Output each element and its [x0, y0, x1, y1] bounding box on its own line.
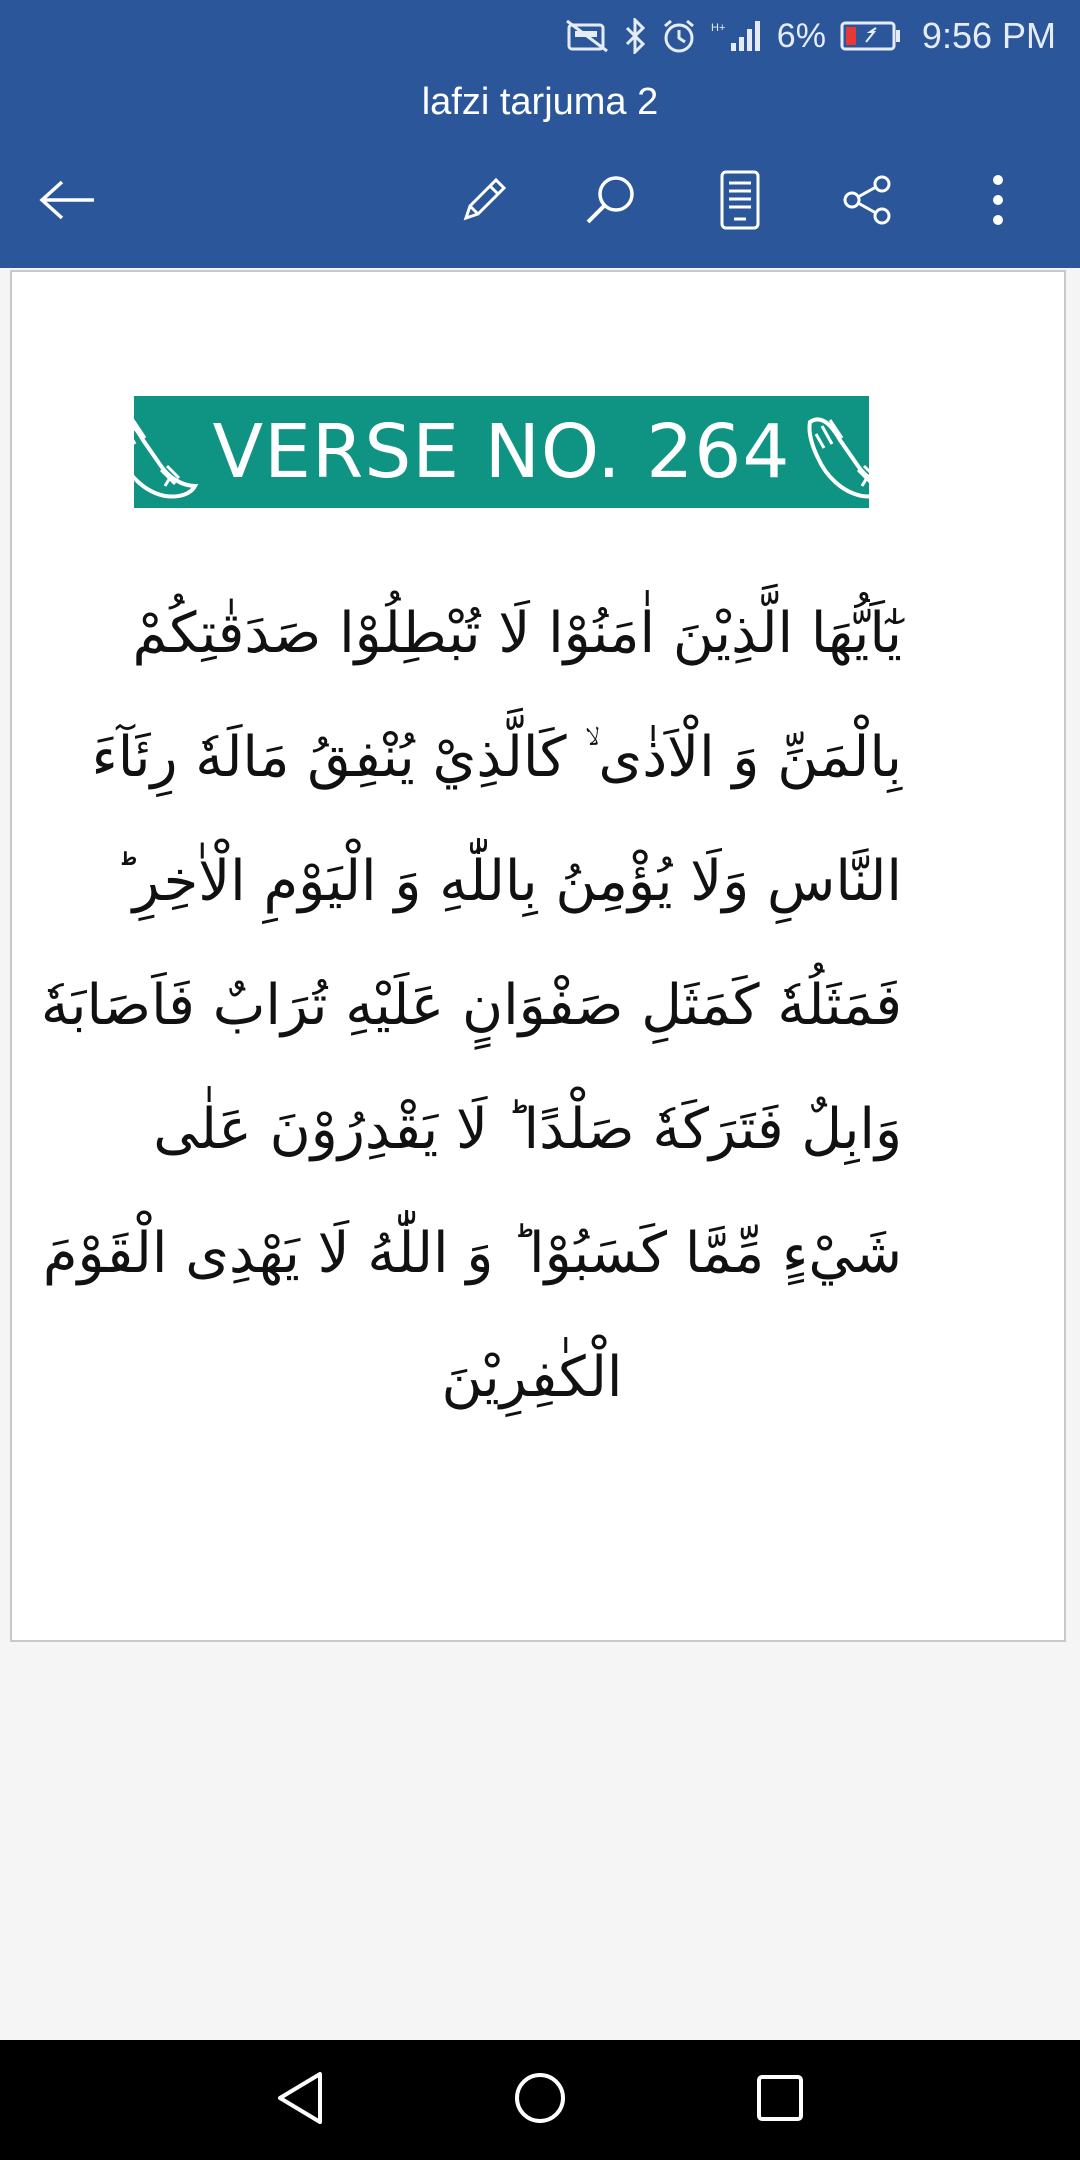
arabic-line: النَّاسِ وَلَا يُؤْمِنُ بِاللّٰهِ وَ الْيَوْمِ الْاٰخِرِ ؕ	[114, 849, 902, 914]
status-time: 9:56 PM	[921, 15, 1056, 56]
arabic-line: الْكٰفِرِيْنَ	[441, 1345, 623, 1410]
reading-mode-icon	[718, 169, 762, 231]
edit-pencil-icon	[456, 172, 512, 228]
verse-banner	[134, 396, 869, 508]
more-options-button[interactable]	[958, 160, 1038, 240]
home-circle-icon	[512, 2070, 568, 2130]
no-sim-icon	[565, 19, 609, 53]
bluetooth-icon	[623, 18, 647, 54]
signal-icon	[711, 19, 763, 53]
verse-number-title: VERSE NO. 264	[212, 409, 791, 495]
share-button[interactable]	[828, 160, 908, 240]
nav-back-button[interactable]	[260, 2060, 340, 2140]
recents-square-icon	[755, 2073, 805, 2127]
back-arrow-icon	[38, 178, 98, 222]
back-button[interactable]	[28, 160, 108, 240]
nav-recents-button[interactable]	[740, 2060, 820, 2140]
alarm-icon	[661, 18, 697, 54]
battery-percent: 6%	[776, 16, 826, 55]
arabic-line: يٰٓاَيُّهَا الَّذِيْنَ اٰمَنُوْا لَا تُبْطِلُوْا صَدَقٰتِكُمْ	[132, 601, 902, 666]
nav-home-button[interactable]	[500, 2060, 580, 2140]
back-triangle-icon	[274, 2070, 326, 2130]
navigation-bar	[0, 2040, 1080, 2160]
app-bar	[0, 0, 1080, 268]
search-button[interactable]	[572, 160, 652, 240]
document-page[interactable]	[10, 270, 1066, 1642]
edit-button[interactable]	[444, 160, 524, 240]
arabic-line: وَابِلٌ فَتَرَكَهٗ صَلْدًا ؕ لَا يَقْدِرُوْنَ عَلٰى	[153, 1097, 902, 1162]
arabic-line: فَمَثَلُهٗ كَمَثَلِ صَفْوَانٍ عَلَيْهِ تُرَابٌ فَاَصَابَهٗ	[40, 973, 902, 1038]
battery-icon	[840, 20, 902, 52]
svg-text:H+: H+	[710, 22, 726, 34]
arabic-line: بِالْمَنِّ وَ الْاَذٰى ۙ كَالَّذِيْ يُنْفِقُ مَالَهٗ رِئَآءَ	[91, 725, 902, 790]
reading-mode-button[interactable]	[700, 160, 780, 240]
search-icon	[582, 170, 642, 230]
status-bar	[565, 0, 1080, 72]
praying-hands-icon	[802, 403, 898, 501]
document-title: lafzi tarjuma 2	[421, 81, 659, 123]
more-vert-icon	[988, 172, 1008, 228]
praying-hands-icon	[105, 403, 201, 501]
arabic-line: شَيْءٍ مِّمَّا كَسَبُوْا ؕ وَ اللّٰهُ لَا يَهْدِى الْقَوْمَ	[42, 1221, 902, 1286]
share-icon	[840, 172, 896, 228]
arabic-verse-text	[40, 572, 902, 1440]
